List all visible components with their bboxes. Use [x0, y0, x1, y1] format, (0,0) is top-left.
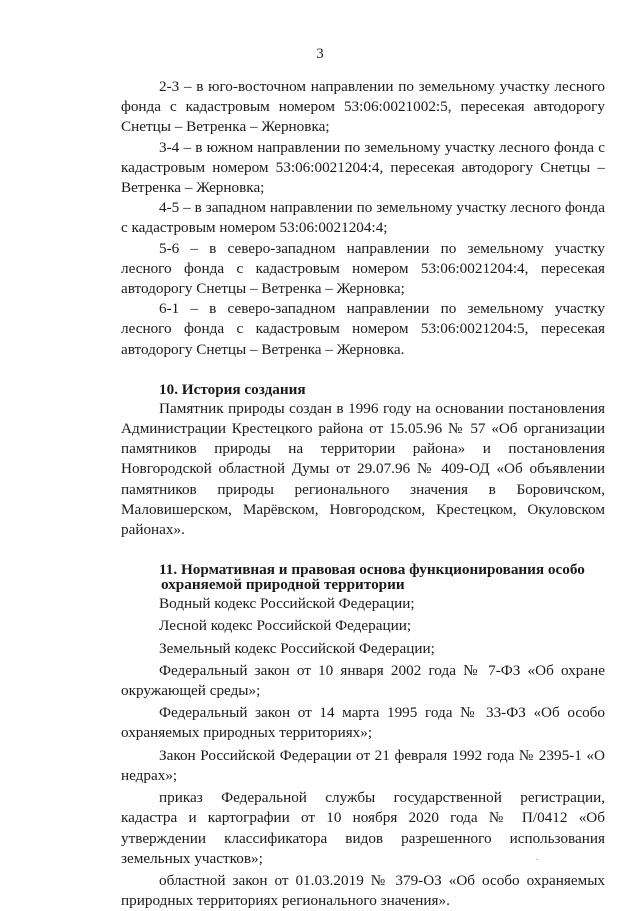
boundary-item: 3-4 – в южном направлении по земельному участку лесного фонда с кадастровым номером 53:06:0021204:4, пересекая автодорогу Снетцы – Ветренка – Жерновка;	[121, 138, 605, 197]
section-11-title	[121, 562, 605, 592]
legal-item: приказ Федеральной службы государственной регистрации, кадастра и картографии от 10 ноября 2020 года № П/0412 «Об утверждении классификатора видов разрешенного использования земельных участков»;	[121, 789, 605, 867]
legal-item: Федеральный закон от 10 января 2002 года № 7-ФЗ «Об охране окружающей среды»;	[121, 661, 605, 700]
legal-item: Земельный кодекс Российской Федерации;	[159, 639, 435, 657]
legal-item: Федеральный закон от 14 марта 1995 года № 33-ФЗ «Об особо охраняемых природных территориях»;	[121, 704, 605, 742]
boundary-item: 4-5 – в западном направлении по земельному участку лесного фонда с кадастровым номером 53:06:0021204:4;	[121, 199, 605, 237]
section-10-text: Памятник природы создан в 1996 году на основании постановления Администрации Крестецкого района от 15.05.96 № 57 «Об организации памятников природы на территории района» и постановления Новгородской областной Думы от 29.07.96 № 409-ОД «Об объявлении памятников природы регионального значения в Боровичском, Маловишерском, Марёвском, Новгородском, Крестецком, Окуловском районах».	[121, 399, 605, 539]
page-number: 3	[316, 46, 324, 62]
legal-item: Лесной кодекс Российской Федерации;	[159, 617, 412, 635]
legal-item: областной закон от 01.03.2019 № 379-ОЗ «Об особо охраняемых природных территориях регионального значения».	[121, 871, 605, 910]
legal-basis-list	[121, 594, 605, 911]
document-body	[121, 77, 605, 911]
section-11-title-line2: охраняемой природной территории	[161, 576, 405, 594]
boundary-item: 5-6 – в северо-западном направлении по земельному участку лесного фонда с кадастровым номером 53:06:0021204:4, пересекая автодорогу Снетцы – Ветренка – Жерновка;	[121, 239, 605, 298]
legal-item: Водный кодекс Российской Федерации;	[159, 595, 415, 613]
boundary-item: 2-3 – в юго-восточном направлении по земельному участку лесного фонда с кадастровым номером 53:06:0021002:5, пересекая автодорогу Снетцы – Ветренка – Жерновка;	[121, 78, 605, 136]
section-11-title-line1: 11. Нормативная и правовая основа функционирования особо	[159, 561, 585, 579]
scan-speck	[536, 859, 538, 860]
legal-item: Закон Российской Федерации от 21 февраля 1992 года № 2395-1 «О недрах»;	[121, 746, 605, 784]
boundary-description	[121, 77, 605, 360]
section-10-title: 10. История создания	[159, 380, 306, 398]
boundary-item: 6-1 – в северо-западном направлении по земельному участку лесного фонда с кадастровым номером 53:06:0021204:5, пересекая автодорогу Снетцы – Ветренка – Жерновка.	[121, 300, 605, 358]
